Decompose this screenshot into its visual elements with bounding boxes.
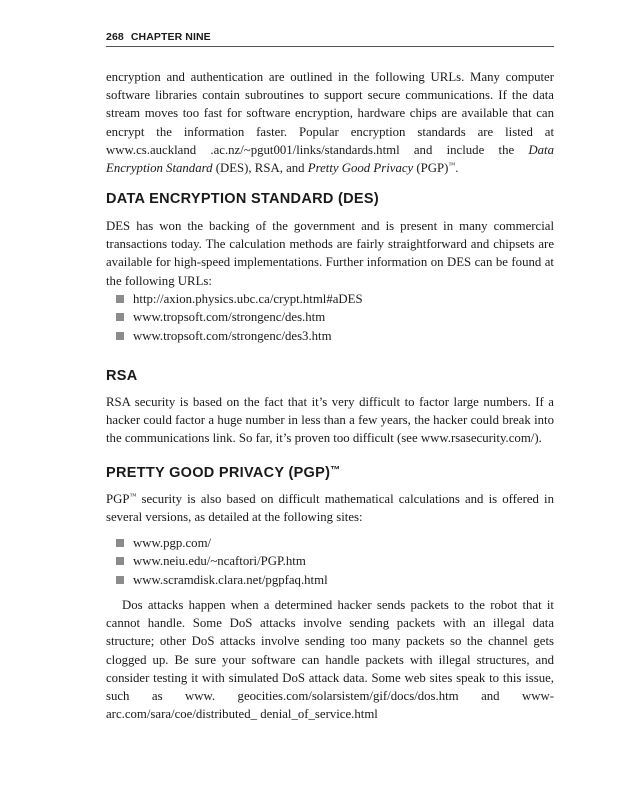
bullet-square-icon <box>116 557 124 565</box>
intro-text-part: encryption and authentication are outlined in the following URLs. Many computer software libraries contain subroutines to support secure communications. If the data stream moves too fast for software encryption, hardware chips are available that can encrypt the information faster. Popular encryption standards are listed at www.cs.auckland .ac.nz/~pgut001/links/standards.html and include the <box>106 70 554 157</box>
intro-text-part: (DES), RSA, and <box>212 161 308 176</box>
section-heading-des: DATA ENCRYPTION STANDARD (DES) <box>106 191 379 207</box>
bullet-square-icon <box>116 332 124 340</box>
intro-text-part: (PGP) <box>413 161 449 176</box>
rsa-paragraph: RSA security is based on the fact that it’s very difficult to factor large numbers. If a hacker could factor a huge number in less than a few years, the hacker could break into the communications link. So far, it’s proven too difficult (see www.rsasecurity.com/). <box>106 395 554 446</box>
url-text: http://axion.physics.ubc.ca/crypt.html#aDES <box>133 292 363 306</box>
page-number: 268 <box>106 31 124 43</box>
des-paragraph: DES has won the backing of the government and is present in many commercial transactions today. The calculation methods are fairly straightforward and chipsets are available for high-speed implementations. Further information on DES can be found at the following URLs: <box>106 219 554 288</box>
dos-paragraph: Dos attacks happen when a determined hacker sends packets to the robot that it cannot handle. Some DoS attacks involve sending packets with an illegal data structure; other DoS attacks involve sending too many packets so the channel gets clogged up. Be sure your software can handle packets with illegal structures, and consider testing it with simulated DoS attack data. Some web sites speak to this issue, such as www. geocities.com/solarsistem/gif/docs/dos.htm and www-arc.com/sara/coe/distributed_ denial_of_service.html <box>106 598 554 722</box>
list-item <box>106 308 554 326</box>
trademark-symbol: ™ <box>330 465 341 476</box>
list-item <box>106 552 554 570</box>
bullet-square-icon <box>116 313 124 321</box>
intro-paragraph <box>106 68 554 177</box>
list-item <box>106 534 554 552</box>
pgp-lead: PGP <box>106 492 130 506</box>
url-text: www.pgp.com/ <box>133 536 212 550</box>
url-text: www.neiu.edu/~ncaftori/PGP.htm <box>133 554 306 569</box>
url-text: www.tropsoft.com/strongenc/des.htm <box>133 310 326 325</box>
trademark-symbol: ™ <box>129 492 137 500</box>
pgp-link-list <box>106 534 554 589</box>
des-link-list <box>106 290 554 345</box>
trademark-symbol: ™ <box>448 161 456 170</box>
bullet-square-icon <box>116 576 124 584</box>
section-heading-pgp <box>106 464 554 482</box>
list-item <box>106 290 554 308</box>
list-item <box>106 327 554 345</box>
url-text: www.scramdisk.clara.net/pgpfaq.html <box>133 572 328 587</box>
list-item <box>106 571 554 589</box>
intro-text-part: . <box>455 161 459 176</box>
chapter-title: CHAPTER NINE <box>130 31 211 43</box>
des-term: Data Encryption Standard <box>106 142 554 176</box>
section-heading-rsa: RSA <box>106 368 138 384</box>
running-header <box>106 30 554 47</box>
pgp-heading-text: PRETTY GOOD PRIVACY (PGP) <box>106 465 331 481</box>
pgp-paragraph <box>106 490 554 526</box>
url-text: www.tropsoft.com/strongenc/des3.htm <box>133 328 332 343</box>
bullet-square-icon <box>116 295 124 303</box>
bullet-square-icon <box>116 539 124 547</box>
pgp-paragraph-text: security is also based on difficult mathematical calculations and is offered in several versions, as detailed at the following sites: <box>106 492 554 525</box>
pgp-term: Pretty Good Privacy <box>307 161 414 176</box>
